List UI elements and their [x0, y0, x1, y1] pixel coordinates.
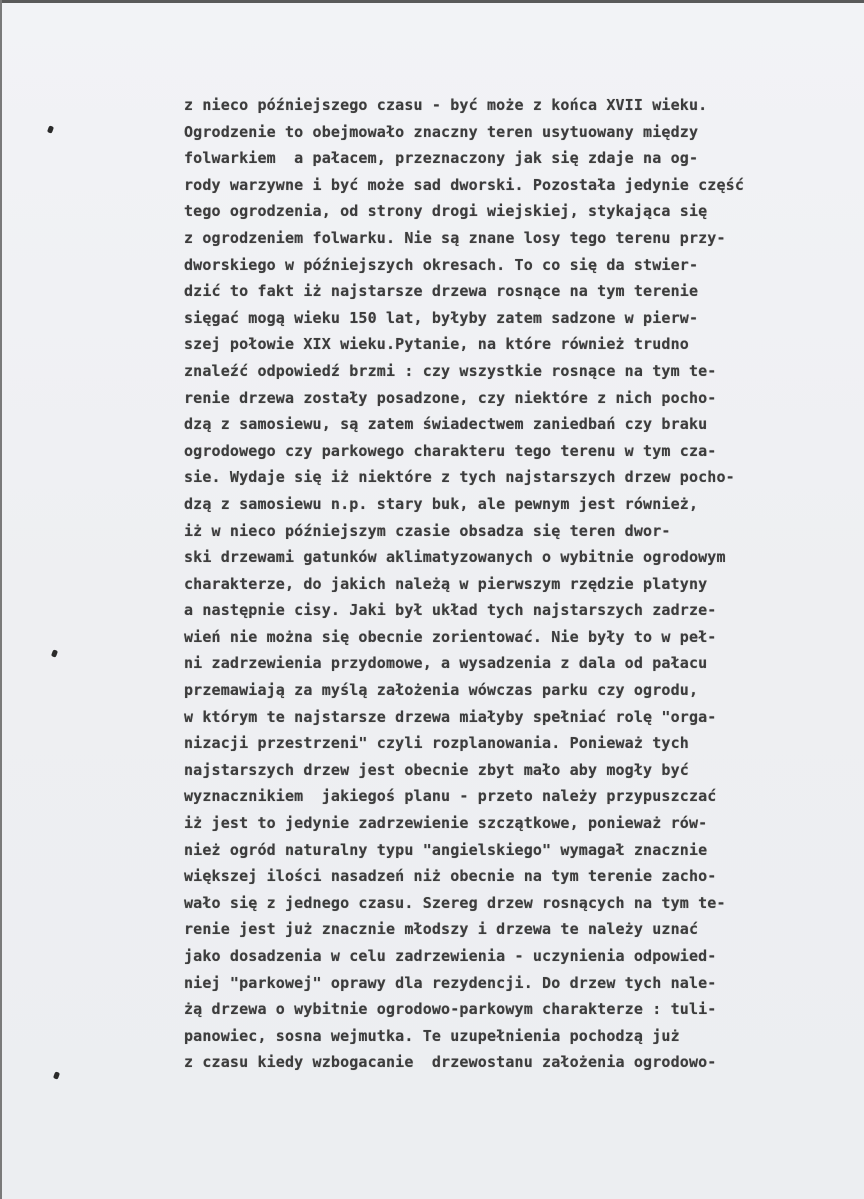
text-line: charakterze, do jakich należą w pierwszym rzędzie platyny	[184, 574, 708, 593]
punch-hole-mark	[53, 1071, 60, 1079]
scan-left-edge	[0, 0, 2, 1199]
text-line: dzą z samosiewu n.p. stary buk, ale pewnym jest również,	[184, 494, 699, 513]
text-line: renie jest już znacznie młodszy i drzewa te należy uznać	[184, 920, 699, 939]
text-line: wało się z jednego czasu. Szereg drzew rosnących na tym te-	[184, 893, 726, 912]
text-line: najstarszych drzew jest obecnie zbyt mało aby mogły być	[184, 760, 689, 779]
text-line: z czasu kiedy wzbogacanie drzewostanu założenia ogrodowo-	[184, 1053, 717, 1072]
punch-hole-mark	[51, 649, 58, 657]
text-line: ski drzewami gatunków aklimatyzowanych o wybitnie ogrodowym	[184, 548, 726, 567]
text-line: większej ilości nasadzeń niż obecnie na tym terenie zacho-	[184, 867, 717, 886]
text-line: żą drzewa o wybitnie ogrodowo-parkowym charakterze : tuli-	[184, 1000, 717, 1019]
text-line: ni zadrzewienia przydomowe, a wysadzenia z dala od pałacu	[184, 654, 708, 673]
text-line: dzić to fakt iż najstarsze drzewa rosnące na tym terenie	[184, 282, 699, 301]
text-line: znaleźć odpowiedź brzmi : czy wszystkie rosnące na tym te-	[184, 361, 717, 380]
text-line: z ogrodzeniem folwarku. Nie są znane losy tego terenu przy-	[184, 228, 726, 247]
text-line: sie. Wydaje się iż niektóre z tych najstarszych drzew pocho-	[184, 468, 735, 487]
text-line: Ogrodzenie to obejmowało znaczny teren usytuowany między	[184, 122, 699, 141]
text-line: renie drzewa zostały posadzone, czy niektóre z nich pocho-	[184, 388, 717, 407]
text-line: szej połowie XIX wieku.Pytanie, na które również trudno	[184, 335, 689, 354]
text-line: iż w nieco późniejszym czasie obsadza się teren dwor-	[184, 521, 671, 540]
typewritten-text-body	[184, 92, 844, 1076]
text-line: nizacji przestrzeni" czyli rozplanowania. Ponieważ tych	[184, 734, 689, 753]
text-line: ogrodowego czy parkowego charakteru tego terenu w tym cza-	[184, 441, 717, 460]
text-line: sięgać mogą wieku 150 lat, byłyby zatem sadzone w pierw-	[184, 308, 699, 327]
text-line: dworskiego w późniejszych okresach. To co się da stwier-	[184, 255, 699, 274]
text-line: niej "parkowej" oprawy dla rezydencji. Do drzew tych nale-	[184, 973, 717, 992]
text-line: z nieco późniejszego czasu - być może z końca XVII wieku.	[184, 96, 708, 114]
text-line: folwarkiem a pałacem, przeznaczony jak się zdaje na og-	[184, 149, 699, 168]
text-line: nież ogród naturalny typu "angielskiego" wymagał znacznie	[184, 840, 708, 859]
text-line: a następnie cisy. Jaki był układ tych najstarszych zadrze-	[184, 601, 717, 620]
punch-hole-mark	[47, 125, 54, 133]
text-line: iż jest to jedynie zadrzewienie szczątkowe, ponieważ rów-	[184, 814, 708, 833]
text-line: w którym te najstarsze drzewa miałyby spełniać rolę "orga-	[184, 707, 717, 726]
text-line: dzą z samosiewu, są zatem świadectwem zaniedbań czy braku	[184, 415, 708, 434]
text-line: wień nie można się obecnie zorientować. Nie były to w peł-	[184, 627, 717, 646]
scan-top-edge	[0, 0, 864, 3]
text-line: przemawiają za myślą założenia wówczas parku czy ogrodu,	[184, 681, 699, 700]
text-line: rody warzywne i być może sad dworski. Pozostała jedynie część	[184, 175, 745, 194]
text-line: jako dosadzenia w celu zadrzewienia - uczynienia odpowied-	[184, 947, 717, 965]
text-line: wyznacznikiem jakiegoś planu - przeto należy przypuszczać	[184, 787, 717, 806]
text-line: tego ogrodzenia, od strony drogi wiejskiej, stykająca się	[184, 202, 708, 221]
text-line: panowiec, sosna wejmutka. Te uzupełnienia pochodzą już	[184, 1026, 680, 1045]
